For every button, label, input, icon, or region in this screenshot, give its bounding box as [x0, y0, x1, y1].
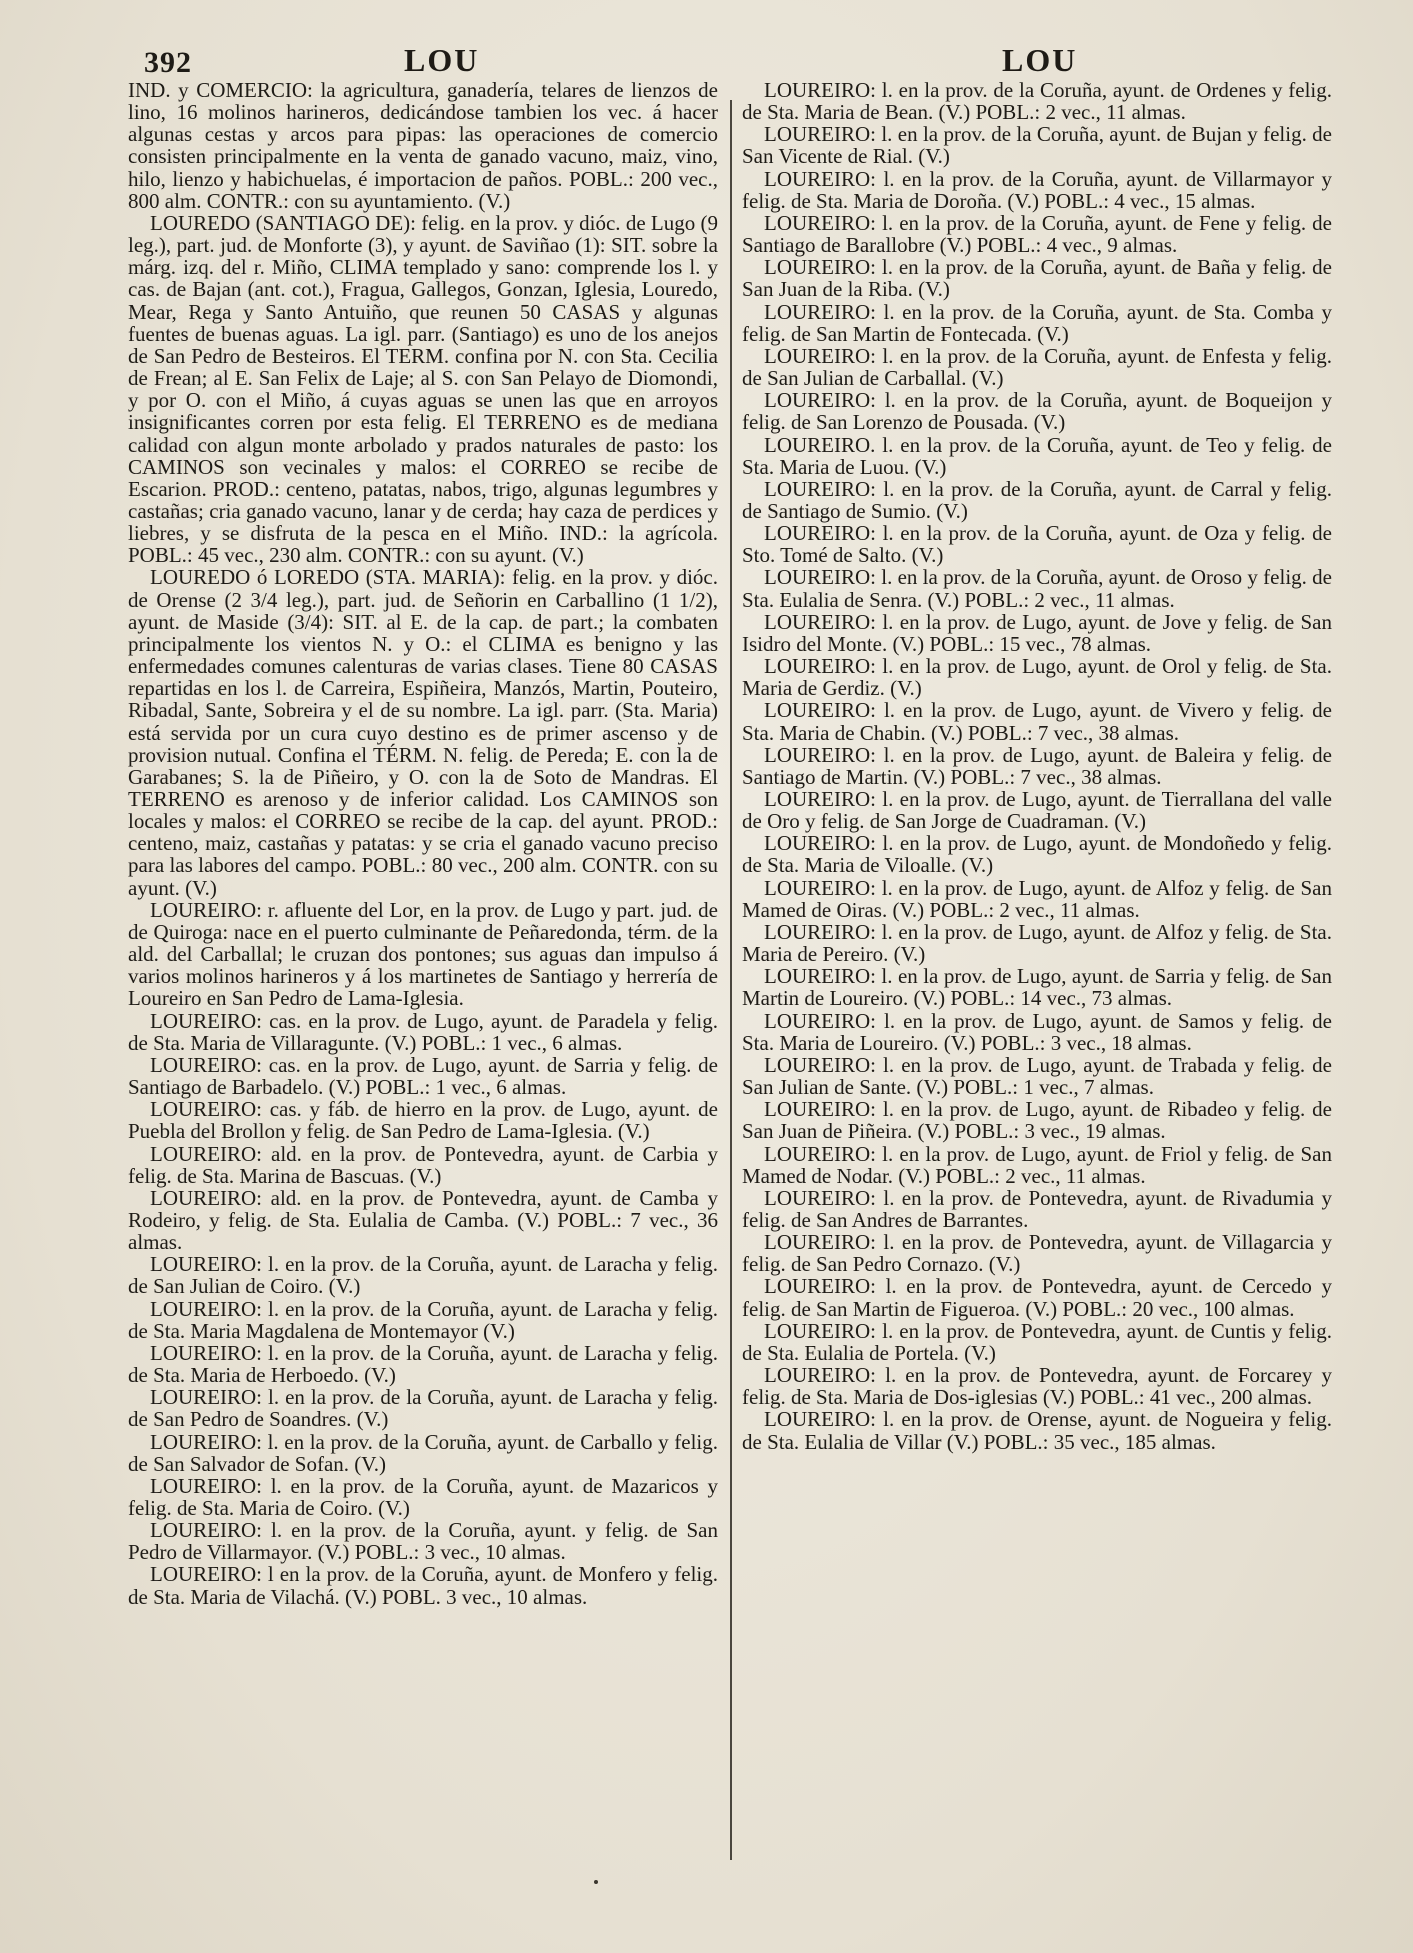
entry-loureiro: LOUREIRO: l. en la prov. de Lugo, ayunt. de Vivero y felig. de Sta. Maria de Chabin. (V.) POBL.: 7 vec., 38 almas.: [742, 698, 1332, 745]
entry-loureiro: LOUREIRO: l. en la prov. de la Coruña, ayunt. de Fene y felig. de Santiago de Barallobre (V.) POBL.: 4 vec., 9 almas.: [742, 210, 1332, 258]
entry-loureiro: LOUREIRO: l. en la prov. de la Coruña, ayunt. de Carral y felig. de Santiago de Sumio. (V.): [742, 476, 1332, 523]
entry-loureiro: LOUREIRO: l. en la prov. de la Coruña, ayunt. de Mazaricos y felig. de Sta. Maria de Coiro. (V.): [128, 1473, 718, 1520]
entry-loureiro: LOUREIRO: l. en la prov. de Lugo, ayunt. de Friol y felig. de San Mamed de Nodar. (V.) POBL.: 2 vec., 11 almas.: [742, 1141, 1332, 1188]
entry-loureiro: LOUREIRO: l. en la prov. de Lugo, ayunt. de Alfoz y felig. de Sta. Maria de Pereiro. (V.): [742, 919, 1332, 967]
entry-loureiro: LOUREIRO: l. en la prov. de la Coruña, ayunt. de Laracha y felig. de San Julian de Coiro. (V.): [128, 1252, 718, 1299]
entry-loureiro: LOUREIRO: l. en la prov. de la Coruña, ayunt. de Laracha y felig. de Sta. Maria de Herboedo. (V.): [128, 1340, 718, 1388]
entry-loureiro: LOUREIRO: l. en la prov. de la Coruña, ayunt. de Carballo y felig. de San Salvador de Sofan. (V.): [128, 1429, 718, 1476]
entry-loureiro: LOUREIRO: l. en la prov. de la Coruña, ayunt. de Enfesta y felig. de San Julian de Carballal. (V.): [742, 343, 1332, 391]
entry-loureiro: LOUREIRO: l. en la prov. de Pontevedra, ayunt. de Forcarey y felig. de Sta. Maria de Dos-iglesias (V.) POBL.: 41 vec., 200 almas.: [742, 1363, 1332, 1410]
entry-loureiro: LOUREIRO: cas. en la prov. de Lugo, ayunt. de Paradela y felig. de Sta. Maria de Villaragunte. (V.) POBL.: 1 vec., 6 almas.: [128, 1008, 718, 1055]
entry-loureiro: LOUREIRO: l. en la prov. de Lugo, ayunt. de Samos y felig. de Sta. Maria de Loureiro. (V.) POBL.: 3 vec., 18 almas.: [742, 1008, 1332, 1055]
ink-speck: [594, 1880, 598, 1884]
entry-loureiro: LOUREIRO: l. en la prov. de Lugo, ayunt. de Tierrallana del valle de Oro y felig. de San Jorge de Cuadraman. (V.): [742, 787, 1332, 834]
entry-loureiro: LOUREIRO: l. en la prov. de Pontevedra, ayunt. de Rivadumia y felig. de San Andres de Barrantes.: [742, 1185, 1332, 1232]
entry-loureiro: LOUREIRO: l. en la prov. de Lugo, ayunt. de Alfoz y felig. de San Mamed de Oiras. (V.) POBL.: 2 vec., 11 almas.: [742, 875, 1332, 922]
entry-loureiro: LOUREIRO: ald. en la prov. de Pontevedra, ayunt. de Carbia y felig. de Sta. Marina de Bascuas. (V.): [128, 1141, 718, 1188]
entry-loureiro: LOUREIRO: l. en la prov. de Lugo, ayunt. de Jove y felig. de San Isidro del Monte. (V.) POBL.: 15 vec., 78 almas.: [742, 609, 1332, 656]
entry-loureiro: LOUREIRO: l. en la prov. de la Coruña, ayunt. de Baña y felig. de San Juan de la Riba. (V.): [742, 255, 1332, 302]
entry-loureiro: LOUREIRO: ald. en la prov. de Pontevedra, ayunt. de Camba y Rodeiro, y felig. de Sta. Eulalia de Camba. (V.) POBL.: 7 vec., 36 almas.: [128, 1185, 718, 1255]
entry-louredo-santiago: LOUREDO (SANTIAGO DE): felig. en la prov. y dióc. de Lugo (9 leg.), part. jud. de Monforte (3), y ayunt. de Saviñao (1): SIT. sobre la márg. izq. del r. Miño, CLIMA templado y sano: comprende los l. y cas. de Bajan (ant. cot.), Fragua, Gallegos, Gonzan, Iglesia, Louredo, Mear, Rega y Santo Antuiño, que reunen 50 CASAS y algunas fuentes de buenas aguas. La igl. parr. (Santiago) es uno de los anejos de San Pedro de Besteiros. El TERM. confina por N. con Sta. Cecilia de Frean; al E. San Felix de Laje; al S. con San Pelayo de Diomondi, y por O. con el Miño, á cuyas aguas se unen las que en arroyos insignificantes corren por esta felig. El TERRENO es de mediana calidad con algun monte arbolado y prados naturales de pasto: los CAMINOS son vecinales y malos: el CORREO se recibe de Escarion. PROD.: centeno, patatas, nabos, trigo, algunas legumbres y castañas; cria ganado vacuno, lanar y de cerda; hay caza de perdices y liebres, y se disfruta de la pesca en el Miño. IND.: la agrícola. POBL.: 45 vec., 230 alm. CONTR.: con su ayunt. (V.): [128, 210, 718, 568]
entry-loureiro: LOUREIRO: cas. y fáb. de hierro en la prov. de Lugo, ayunt. de Puebla del Brollon y felig. de San Pedro de Lama-Iglesia. (V.): [128, 1097, 718, 1144]
right-column: [742, 79, 1332, 1453]
left-running-head: LOU: [404, 42, 480, 78]
entry-loureiro: LOUREIRO: l. en la prov. de la Coruña, ayunt. de Oza y felig. de Sto. Tomé de Salto. (V.): [742, 521, 1332, 568]
entry-loureiro: LOUREIRO: l. en la prov. de la Coruña, ayunt. de Oroso y felig. de Sta. Eulalia de Senra. (V.) POBL.: 2 vec., 11 almas.: [742, 565, 1332, 612]
entry-loureiro: LOUREIRO: l. en la prov. de la Coruña, ayunt. de Sta. Comba y felig. de San Martin de Fontecada. (V.): [742, 299, 1332, 346]
entry-louredo-sta-maria: LOUREDO ó LOREDO (STA. MARIA): felig. en la prov. y dióc. de Orense (2 3/4 leg.), part. jud. de Señorin en Carballino (1 1/2), ayunt. de Maside (3/4): SIT. al E. de la cap. de part.; la combaten principalmente los vientos N. y O.: el CLIMA es benigno y las enfermedades comunes calenturas de varias clases. Tiene 80 CASAS repartidas en los l. de Carreira, Espiñeira, Manzós, Martin, Pouteiro, Ribadal, Sante, Sobreira y el de su nombre. La igl. parr. (Sta. Maria) está servida por un cura cuyo destino es de primer ascenso y de provision nutual. Confina el TÉRM. N. felig. de Pereda; E. con la de Garabanes; S. la de Piñeiro, y O. con la de Soto de Mandras. El TERRENO es arenoso y de inferior calidad. Los CAMINOS son locales y malos: el CORREO se recibe de la cap. del ayunt. PROD.: centeno, maiz, castañas y patatas: y se cria el ganado vacuno preciso para las labores del campo. POBL.: 80 vec., 200 alm. CONTR. con su ayunt. (V.): [128, 565, 718, 900]
entry-loureiro: LOUREIRO: l. en la prov. de Pontevedra, ayunt. de Cuntis y felig. de Sta. Eulalia de Portela. (V.): [742, 1318, 1332, 1365]
entry-loureiro: LOUREIRO: l. en la prov. de Lugo, ayunt. de Sarria y felig. de San Martin de Loureiro. (V.) POBL.: 14 vec., 73 almas.: [742, 964, 1332, 1011]
entry-loureiro: LOUREIRO: l en la prov. de la Coruña, ayunt. de Monfero y felig. de Sta. Maria de Vilachá. (V.) POBL. 3 vec., 10 almas.: [128, 1562, 718, 1609]
entry-loureiro: LOUREIRO: l. en la prov. de Pontevedra, ayunt. de Cercedo y felig. de San Martin de Figueroa. (V.) POBL.: 20 vec., 100 almas.: [742, 1274, 1332, 1321]
entry-loureiro: LOUREIRO: l. en la prov. de Lugo, ayunt. de Baleira y felig. de Santiago de Martin. (V.) POBL.: 7 vec., 38 almas.: [742, 742, 1332, 789]
entry-loureiro: LOUREIRO: l. en la prov. de la Coruña, ayunt. de Ordenes y felig. de Sta. Maria de Bean. (V.) POBL.: 2 vec., 11 almas.: [742, 78, 1332, 125]
entry-loureiro: LOUREIRO: l. en la prov. de Lugo, ayunt. de Orol y felig. de Sta. Maria de Gerdiz. (V.): [742, 654, 1332, 701]
entry-loureiro: LOUREIRO: l. en la prov. de la Coruña, ayunt. y felig. de San Pedro de Villarmayor. (V.) POBL.: 3 vec., 10 almas.: [128, 1518, 718, 1565]
entry-loureiro-river: LOUREIRO: r. afluente del Lor, en la prov. de Lugo y part. jud. de de Quiroga: nace en el puerto culminante de Peñaredonda, térm. de la ald. del Carballal; le cruzan dos pontones; sus aguas dan impulso á varios molinos harineros y á los martinetes de Santiago y herrería de Loureiro en San Pedro de Lama-Iglesia.: [128, 897, 718, 1011]
entry-loureiro: LOUREIRO: l. en la prov. de la Coruña, ayunt. de Laracha y felig. de Sta. Maria Magdalena de Montemayor (V.): [128, 1296, 718, 1343]
entry-loureiro: LOUREIRO: l. en la prov. de Lugo, ayunt. de Mondoñedo y felig. de Sta. Maria de Viloalle. (V.): [742, 831, 1332, 878]
right-running-head: LOU: [1002, 42, 1078, 78]
entry-loureiro: LOUREIRO: l. en la prov. de Orense, ayunt. de Nogueira y felig. de Sta. Eulalia de Villar (V.) POBL.: 35 vec., 185 almas.: [742, 1407, 1332, 1454]
entry-loureiro: LOUREIRO: l. en la prov. de Lugo, ayunt. de Trabada y felig. de San Julian de Sante. (V.) POBL.: 1 vec., 7 almas.: [742, 1052, 1332, 1100]
entry-loureiro: LOUREIRO. l. en la prov. de la Coruña, ayunt. de Teo y felig. de Sta. Maria de Luou. (V.): [742, 432, 1332, 479]
entry-loureiro: LOUREIRO: l. en la prov. de Pontevedra, ayunt. de Villagarcia y felig. de San Pedro Cornazo. (V.): [742, 1230, 1332, 1277]
entry-continuation: IND. y COMERCIO: la agricultura, ganadería, telares de lienzos de lino, 16 molinos harineros, dedicándose tambien los vec. á hacer algunas cestas y arcos para pipas: las operaciones de comercio consisten principalmente en la venta de ganado vacuno, maiz, vino, hilo, lienzo y habichuelas, é importacion de paños. POBL.: 200 vec., 800 alm. CONTR.: con su ayuntamiento. (V.): [128, 78, 718, 213]
left-column: [128, 79, 718, 1608]
entry-loureiro: LOUREIRO: cas. en la prov. de Lugo, ayunt. de Sarria y felig. de Santiago de Barbadelo. (V.) POBL.: 1 vec., 6 almas.: [128, 1052, 718, 1100]
entry-loureiro: LOUREIRO: l. en la prov. de Lugo, ayunt. de Ribadeo y felig. de San Juan de Piñeira. (V.) POBL.: 3 vec., 19 almas.: [742, 1097, 1332, 1144]
page-number: 392: [144, 46, 192, 79]
entry-loureiro: LOUREIRO: l. en la prov. de la Coruña, ayunt. de Villarmayor y felig. de Sta. Maria de Doroña. (V.) POBL.: 4 vec., 15 almas.: [742, 166, 1332, 213]
column-divider: [730, 100, 732, 1860]
entry-loureiro: LOUREIRO: l. en la prov. de la Coruña, ayunt. de Bujan y felig. de San Vicente de Rial. (V.): [742, 122, 1332, 169]
entry-loureiro: LOUREIRO: l. en la prov. de la Coruña, ayunt. de Boqueijon y felig. de San Lorenzo de Pousada. (V.): [742, 388, 1332, 435]
entry-loureiro: LOUREIRO: l. en la prov. de la Coruña, ayunt. de Laracha y felig. de San Pedro de Soandres. (V.): [128, 1385, 718, 1432]
